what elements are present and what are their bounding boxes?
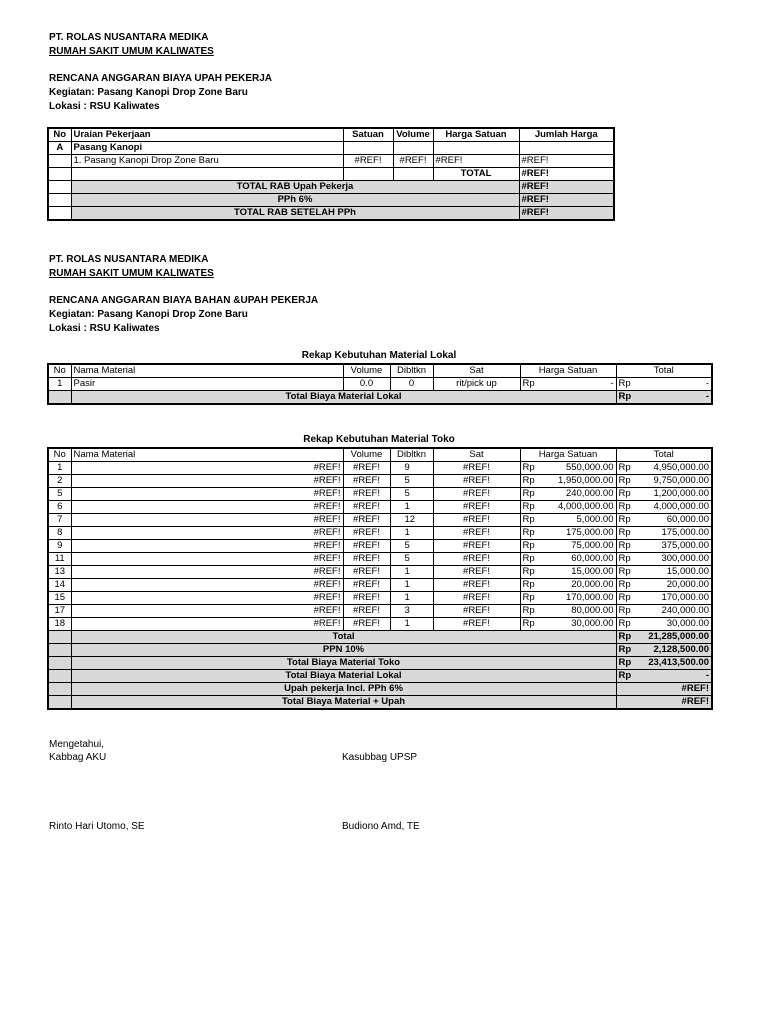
toko-summary [48,631,712,710]
lokal-total-value: - [705,391,709,402]
table-row [48,579,712,592]
row-total-value: 175,000.00 [661,527,709,538]
row-volume: #REF! [343,514,390,527]
row-harga [520,501,616,514]
row-no: 2 [48,475,71,488]
row-total-value: 4,950,000.00 [653,462,709,473]
currency-label: Rp [522,475,535,486]
rab-label: TOTAL RAB Upah Pekerja [71,181,519,194]
header-cell: Harga Satuan [433,128,519,142]
row-total-value: 15,000.00 [666,566,709,577]
summary-amount: - [705,670,709,681]
row-volume: #REF! [343,592,390,605]
row-harga-value: 4,000,000.00 [558,501,614,512]
table-row [48,605,712,618]
row-total-value: 375,000.00 [661,540,709,551]
row-total-value: 9,750,000.00 [653,475,709,486]
row-harga-value: 20,000.00 [571,579,614,590]
summary-row [48,644,712,657]
summary-label: Total Biaya Material + Upah [71,696,616,710]
currency-label: Rp [618,618,631,629]
row-total [616,540,712,553]
row-no: 17 [48,605,71,618]
row-total-value: 20,000.00 [666,579,709,590]
row-sat: #REF! [433,605,520,618]
row-volume: #REF! [343,579,390,592]
row-volume: #REF! [343,527,390,540]
row-total-value: 300,000.00 [661,553,709,564]
row-name: #REF! [71,566,343,579]
mengetahui-label: Mengetahui, [49,739,105,750]
table-row [48,378,712,391]
row-sat: #REF! [433,462,520,475]
row-name: #REF! [71,527,343,540]
summary-value [616,683,712,696]
row-total [616,566,712,579]
row-name: #REF! [71,605,343,618]
document-title-2: RENCANA ANGGARAN BIAYA BAHAN &UPAH PEKERJA [49,295,319,306]
row-harga-value: - [610,378,614,389]
section-label: Pasang Kanopi [71,142,343,155]
toko-caption: Rekap Kebutuhan Material Toko [303,434,455,445]
currency-label: Rp [618,605,631,616]
row-dibltkn: 5 [390,475,433,488]
row-sat: rit/pick up [433,378,520,391]
summary-value [616,631,712,644]
hospital-name-2: RUMAH SAKIT UMUM KALIWATES [49,268,214,279]
row-total [616,553,712,566]
summary-value [616,696,712,710]
total-label: TOTAL [433,168,519,181]
row-total [616,462,712,475]
table-row [48,488,712,501]
summary-label: Total Biaya Material Toko [71,657,616,670]
table-row [48,553,712,566]
currency-label: Rp [618,514,631,525]
row-no: 8 [48,527,71,540]
currency-label: Rp [618,527,631,538]
summary-amount: 2,128,500.00 [653,644,709,655]
row-total [616,579,712,592]
table-row [48,592,712,605]
table-row [48,462,712,475]
rab-upah-table [47,127,615,221]
row-harga-value: 175,000.00 [565,527,614,538]
row-name: #REF! [71,514,343,527]
summary-label: Upah pekerja Incl. PPh 6% [71,683,616,696]
table-row [48,501,712,514]
row-dibltkn: 5 [390,540,433,553]
row-harga-value: 30,000.00 [571,618,614,629]
material-toko-table [47,447,713,710]
row-sat: #REF! [433,501,520,514]
summary-row [48,683,712,696]
table-row [48,540,712,553]
header-cell: Volume [393,128,433,142]
row-harga-value: 80,000.00 [571,605,614,616]
row-harga [520,540,616,553]
row-name: Pasir [71,378,343,391]
header-cell: Nama Material [71,448,343,462]
currency-label: Rp [522,514,535,525]
header-cell: Sat [433,448,520,462]
material-lokal-table [47,363,713,405]
row-sat: #REF! [433,514,520,527]
rab-value: #REF! [519,181,614,194]
summary-amount: 23,413,500.00 [648,657,709,668]
currency-label: Rp [618,566,631,577]
summary-amount: #REF! [681,696,709,707]
row-total-value: 4,000,000.00 [653,501,709,512]
currency-label: Rp [522,540,535,551]
currency-label: Rp [618,391,632,402]
lokasi-label-2: Lokasi : RSU Kaliwates [49,323,160,334]
row-harga-value: 60,000.00 [571,553,614,564]
table-header-row [48,448,712,462]
header-cell: Total [616,448,712,462]
row-total-value: 170,000.00 [661,592,709,603]
total-value: #REF! [519,168,614,181]
row-harga [520,553,616,566]
row-total [616,514,712,527]
item-jumlah: #REF! [519,155,614,168]
row-dibltkn: 9 [390,462,433,475]
currency-label: Rp [618,462,631,473]
row-harga-value: 240,000.00 [565,488,614,499]
header-cell: No [48,128,71,142]
row-dibltkn: 1 [390,527,433,540]
currency-label: Rp [522,527,535,538]
summary-row [48,696,712,710]
row-sat: #REF! [433,475,520,488]
row-harga [520,475,616,488]
row-volume: #REF! [343,566,390,579]
row-dibltkn: 1 [390,501,433,514]
summary-value [616,657,712,670]
row-sat: #REF! [433,592,520,605]
row-harga [520,462,616,475]
row-volume: #REF! [343,618,390,631]
row-dibltkn: 5 [390,553,433,566]
summary-amount: #REF! [681,683,709,694]
row-volume: 0.0 [343,378,390,391]
rab-total-row [48,181,614,194]
summary-label: PPN 10% [71,644,616,657]
row-no: 11 [48,553,71,566]
currency-label: Rp [618,501,631,512]
currency-label: Rp [522,462,535,473]
kegiatan-label-2: Kegiatan: Pasang Kanopi Drop Zone Baru [49,309,248,320]
row-harga-value: 170,000.00 [565,592,614,603]
row-volume: #REF! [343,475,390,488]
table-row [48,566,712,579]
row-sat: #REF! [433,488,520,501]
summary-row [48,670,712,683]
row-no: 6 [48,501,71,514]
row-no: 18 [48,618,71,631]
pph-label: PPh 6% [71,194,519,207]
row-harga [520,605,616,618]
currency-label: Rp [618,657,632,668]
header-cell: No [48,448,71,462]
row-name: #REF! [71,553,343,566]
header-cell: Volume [343,364,390,378]
row-total-value: 30,000.00 [666,618,709,629]
row-no: 14 [48,579,71,592]
row-volume: #REF! [343,540,390,553]
row-dibltkn: 5 [390,488,433,501]
row-sat: #REF! [433,566,520,579]
after-pph-label: TOTAL RAB SETELAH PPh [71,207,519,221]
summary-label: Total Biaya Material Lokal [71,670,616,683]
row-dibltkn: 1 [390,579,433,592]
lokasi-label: Lokasi : RSU Kaliwates [49,101,160,112]
row-name: #REF! [71,462,343,475]
after-pph-row [48,207,614,221]
row-harga [520,618,616,631]
row-volume: #REF! [343,501,390,514]
row-harga-value: 550,000.00 [565,462,614,473]
row-total [616,378,712,391]
header-cell: Harga Satuan [520,364,616,378]
table-row [48,475,712,488]
currency-label: Rp [618,488,631,499]
row-dibltkn: 12 [390,514,433,527]
section-no: A [48,142,71,155]
row-dibltkn: 1 [390,618,433,631]
currency-label: Rp [522,566,535,577]
row-total-value: 1,200,000.00 [653,488,709,499]
currency-label: Rp [618,670,632,681]
currency-label: Rp [618,553,631,564]
header-cell: Volume [343,448,390,462]
summary-row [48,657,712,670]
row-total [616,592,712,605]
currency-label: Rp [522,605,535,616]
row-dibltkn: 3 [390,605,433,618]
header-cell: Satuan [343,128,393,142]
lokal-total [616,391,712,405]
row-name: #REF! [71,540,343,553]
header-cell: Dibltkn [390,448,433,462]
document-title: RENCANA ANGGARAN BIAYA UPAH PEKERJA [49,73,272,84]
currency-label: Rp [522,553,535,564]
left-signer-name: Rinto Hari Utomo, SE [49,821,145,832]
table-header-row [48,128,614,142]
row-sat: #REF! [433,579,520,592]
row-harga [520,488,616,501]
row-total [616,618,712,631]
row-harga-value: 5,000.00 [576,514,614,525]
row-total-value: - [705,378,709,389]
table-header-row [48,364,712,378]
header-cell: Jumlah Harga [519,128,614,142]
row-volume: #REF! [343,553,390,566]
summary-value [616,670,712,683]
row-harga-value: 75,000.00 [571,540,614,551]
row-name: #REF! [71,488,343,501]
row-volume: #REF! [343,488,390,501]
row-no: 5 [48,488,71,501]
header-cell: Sat [433,364,520,378]
table-row [48,527,712,540]
row-no: 13 [48,566,71,579]
kegiatan-label: Kegiatan: Pasang Kanopi Drop Zone Baru [49,87,248,98]
row-harga-value: 15,000.00 [571,566,614,577]
row-harga [520,579,616,592]
row-sat: #REF! [433,553,520,566]
header-cell: Total [616,364,712,378]
row-name: #REF! [71,592,343,605]
header-cell: Dibltkn [390,364,433,378]
row-name: #REF! [71,475,343,488]
item-label: 1. Pasang Kanopi Drop Zone Baru [71,155,343,168]
lokal-caption: Rekap Kebutuhan Material Lokal [301,350,457,361]
row-no: 7 [48,514,71,527]
lokal-total-row [48,391,712,405]
row-volume: #REF! [343,462,390,475]
currency-label: Rp [618,579,631,590]
table-row [48,618,712,631]
summary-row [48,631,712,644]
pph-value: #REF! [519,194,614,207]
row-total-value: 240,000.00 [661,605,709,616]
table-row [48,514,712,527]
hospital-name: RUMAH SAKIT UMUM KALIWATES [49,46,214,57]
row-total [616,475,712,488]
header-cell: Harga Satuan [520,448,616,462]
row-harga [520,592,616,605]
row-dibltkn: 1 [390,592,433,605]
item-harga: #REF! [433,155,519,168]
row-no: 1 [48,378,71,391]
item-satuan: #REF! [343,155,393,168]
currency-label: Rp [522,618,535,629]
row-name: #REF! [71,501,343,514]
row-total-value: 60,000.00 [666,514,709,525]
row-name: #REF! [71,579,343,592]
currency-label: Rp [618,631,632,642]
after-pph-value: #REF! [519,207,614,221]
company-name: PT. ROLAS NUSANTARA MEDIKA [49,32,209,43]
row-sat: #REF! [433,618,520,631]
right-signer-title: Kasubbag UPSP [342,752,418,763]
row-total [616,527,712,540]
lokal-total-label: Total Biaya Material Lokal [71,391,616,405]
row-harga [520,514,616,527]
currency-label: Rp [618,475,631,486]
currency-label: Rp [522,488,535,499]
row-no: 15 [48,592,71,605]
row-harga-value: 1,950,000.00 [558,475,614,486]
row-harga [520,566,616,579]
row-dibltkn: 1 [390,566,433,579]
row-total [616,488,712,501]
header-cell: Nama Material [71,364,343,378]
pph-row [48,194,614,207]
header-cell: No [48,364,71,378]
row-dibltkn: 0 [390,378,433,391]
row-harga [520,378,616,391]
currency-label: Rp [618,378,631,389]
currency-label: Rp [522,501,535,512]
item-volume: #REF! [393,155,433,168]
row-total [616,605,712,618]
toko-rows [48,462,712,631]
currency-label: Rp [522,378,535,389]
summary-label: Total [71,631,616,644]
currency-label: Rp [618,540,631,551]
currency-label: Rp [522,579,535,590]
row-name: #REF! [71,618,343,631]
currency-label: Rp [618,644,632,655]
summary-value [616,644,712,657]
company-name-2: PT. ROLAS NUSANTARA MEDIKA [49,254,209,265]
row-volume: #REF! [343,605,390,618]
right-signer-name: Budiono Amd, TE [342,821,420,832]
section-row [48,142,614,155]
header-cell: Uraian Pekerjaan [71,128,343,142]
table-row [48,155,614,168]
row-total [616,501,712,514]
row-harga [520,527,616,540]
summary-amount: 21,285,000.00 [648,631,709,642]
total-row [48,168,614,181]
row-no: 1 [48,462,71,475]
row-sat: #REF! [433,540,520,553]
left-signer-title: Kabbag AKU [49,752,107,763]
row-no: 9 [48,540,71,553]
currency-label: Rp [618,592,631,603]
row-sat: #REF! [433,527,520,540]
currency-label: Rp [522,592,535,603]
